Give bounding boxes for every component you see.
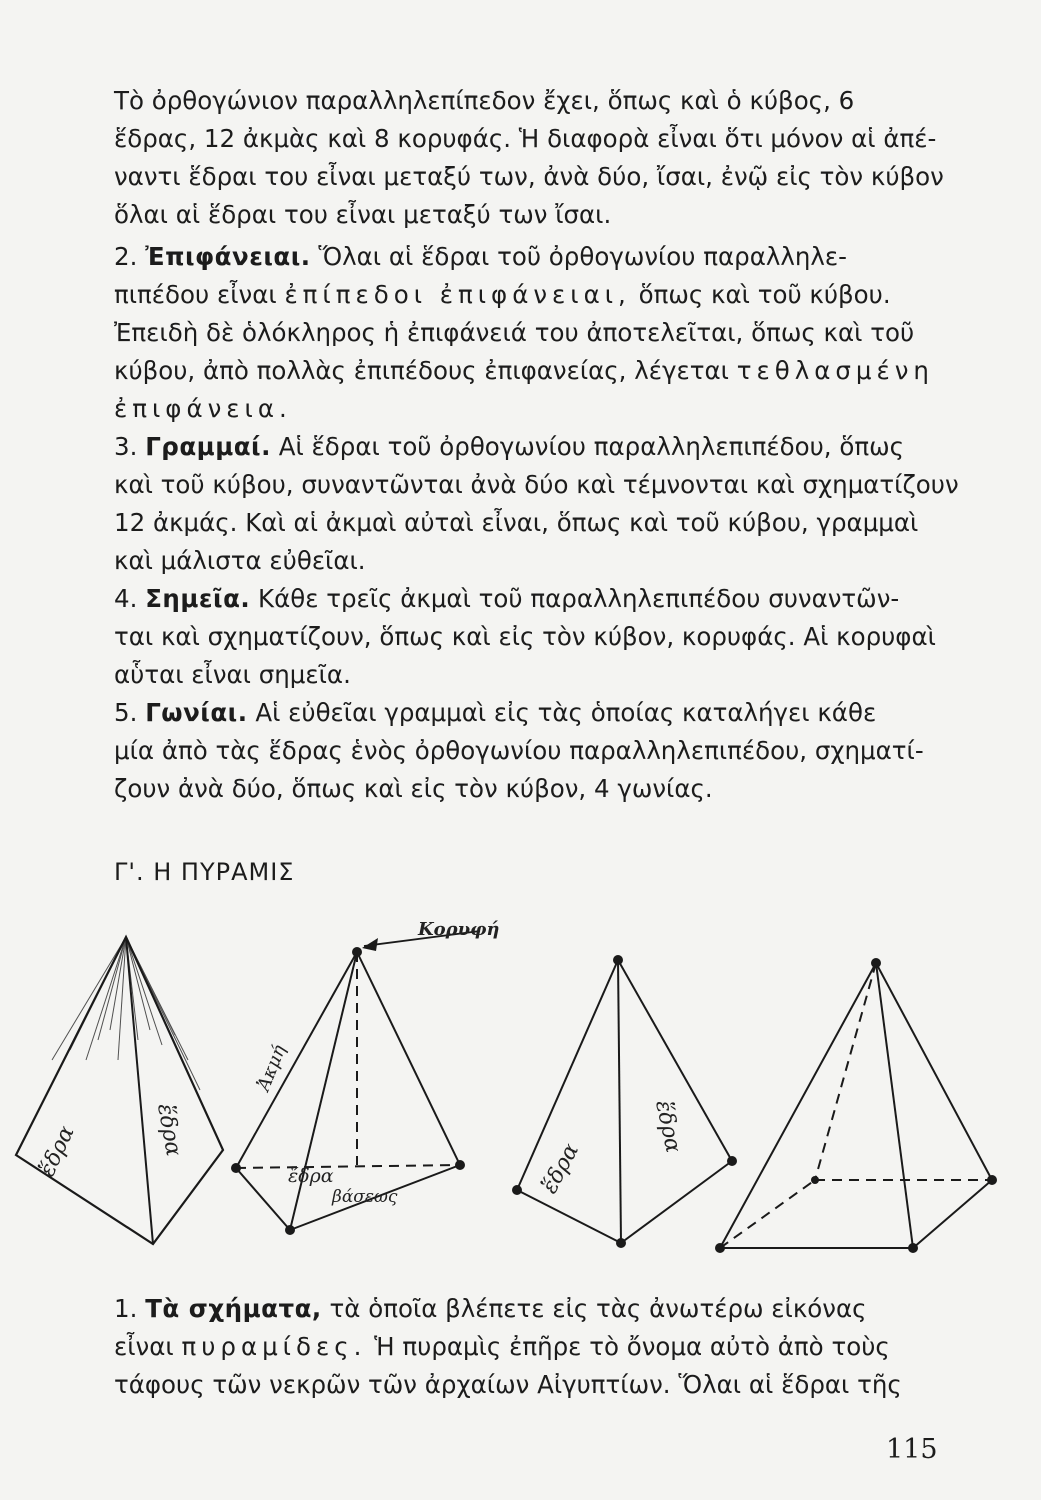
spaced-term: ἐπίπεδοι ἐπιφάνειαι, (284, 280, 631, 309)
text-fragment: Ἡ πυραμὶς ἐπῆρε τὸ ὄνομα αὐτὸ ἀπὸ τοὺς (374, 1332, 890, 1361)
face-label: ἕδρα (537, 1139, 585, 1198)
text-line: μία ἀπὸ τὰς ἕδρας ἑνὸς ὀρθογωνίου παραλληλεπιπέδου, σχηματί- (114, 736, 924, 765)
item-heading: Ἐπιφάνειαι. (145, 242, 311, 271)
item-number: 5. (114, 698, 138, 727)
text-line: ναντι ἕδραι του εἶναι μεταξύ των, ἀνὰ δύο, ἴσαι, ἐνῷ εἰς τὸν κύβον (114, 162, 944, 191)
text-fragment: ὅπως καὶ τοῦ κύβου. (638, 280, 891, 309)
text-fragment: πιπέδου εἶναι (114, 280, 277, 309)
edge-label: Ἀκμή (253, 1042, 291, 1094)
face-label: ἕδρα (650, 1098, 686, 1155)
base-face-label: βάσεως (332, 1187, 398, 1207)
text-fragment: εἶναι (114, 1332, 174, 1361)
item-heading: Γωνίαι. (145, 698, 248, 727)
text-line: τάφους τῶν νεκρῶν τῶν ἀρχαίων Αἰγυπτίων. Ὅλαι αἱ ἕδραι τῆς (114, 1370, 902, 1399)
page-number: 115 (886, 1434, 938, 1465)
item-heading: Τὰ σχήματα, (145, 1294, 322, 1323)
spaced-term: πυραμίδες. (181, 1332, 367, 1361)
text-line: αὗται εἶναι σημεῖα. (114, 660, 351, 689)
pyramid-figure-4 (715, 958, 997, 1253)
text-line: Τὸ ὀρθογώνιον παραλληλεπίπεδον ἔχει, ὅπως καὶ ὁ κύβος, 6 (114, 86, 855, 115)
text-line: καὶ τοῦ κύβου, συναντῶνται ἀνὰ δύο καὶ τέμνονται καὶ σχηματίζουν (114, 470, 959, 499)
text-line: καὶ μάλιστα εὐθεῖαι. (114, 546, 366, 575)
base-face-label: ἕδρα (288, 1165, 334, 1187)
pyramid-figure-3 (512, 955, 737, 1248)
text-fragment: Κάθε τρεῖς ἀκμαὶ τοῦ παραλληλεπιπέδου συναντῶν- (258, 584, 900, 613)
text-line: ὅλαι αἱ ἕδραι του εἶναι μεταξύ των ἴσαι. (114, 200, 612, 229)
item-number: 1. (114, 1294, 138, 1323)
text-line: ἕδρας, 12 ἀκμὰς καὶ 8 κορυφάς. Ἡ διαφορὰ εἶναι ὅτι μόνον αἱ ἀπέ- (114, 124, 937, 153)
text-line: Ἐπειδὴ δὲ ὁλόκληρος ἡ ἐπιφάνειά του ἀποτελεῖται, ὅπως καὶ τοῦ (114, 318, 915, 347)
section-heading-pyramid: Γ'. Η ΠΥΡΑΜΙΣ (114, 858, 295, 886)
face-label: ἕδρα (152, 1101, 186, 1159)
text-line (114, 1290, 946, 1328)
pyramid-figure-1 (16, 937, 223, 1244)
text-line: ται καὶ σχηματίζουν, ὅπως καὶ εἰς τὸν κύβον, κορυφάς. Αἱ κορυφαὶ (114, 622, 936, 651)
text-fragment: Αἱ εὐθεῖαι γραμμαὶ εἰς τὰς ὁποίας καταλήγει κάθε (255, 698, 877, 727)
item-figures (114, 1290, 946, 1404)
item-number: 2. (114, 242, 138, 271)
text-line: ζουν ἀνὰ δύο, ὅπως καὶ εἰς τὸν κύβον, 4 γωνίας. (114, 774, 713, 803)
spaced-term: ἐπιφάνεια. (114, 394, 292, 423)
item-number: 4. (114, 584, 138, 613)
text-line: 12 ἀκμάς. Καὶ αἱ ἀκμαὶ αὐταὶ εἶναι, ὅπως καὶ τοῦ κύβου, γραμμαὶ (114, 508, 919, 537)
text-line (114, 1328, 946, 1366)
text-fragment: Ὅλαι αἱ ἕδραι τοῦ ὀρθογωνίου παραλληλε- (318, 242, 847, 271)
text-fragment: τὰ ὁποῖα βλέπετε εἰς τὰς ἀνωτέρω εἰκόνας (329, 1294, 867, 1323)
face-label: ἕδρα (34, 1122, 80, 1181)
text-fragment: κύβου, ἀπὸ πολλὰς ἐπιπέδους ἐπιφανείας, λέγεται (114, 356, 729, 385)
item-number: 3. (114, 432, 138, 461)
item-heading: Γραμμαί. (145, 432, 271, 461)
text-fragment: Αἱ ἕδραι τοῦ ὀρθογωνίου παραλληλεπιπέδου, ὅπως (278, 432, 905, 461)
item-heading: Σημεῖα. (145, 584, 251, 613)
apex-label: Κορυφή (418, 919, 500, 940)
spaced-term: τεθλασμένη (736, 356, 934, 385)
